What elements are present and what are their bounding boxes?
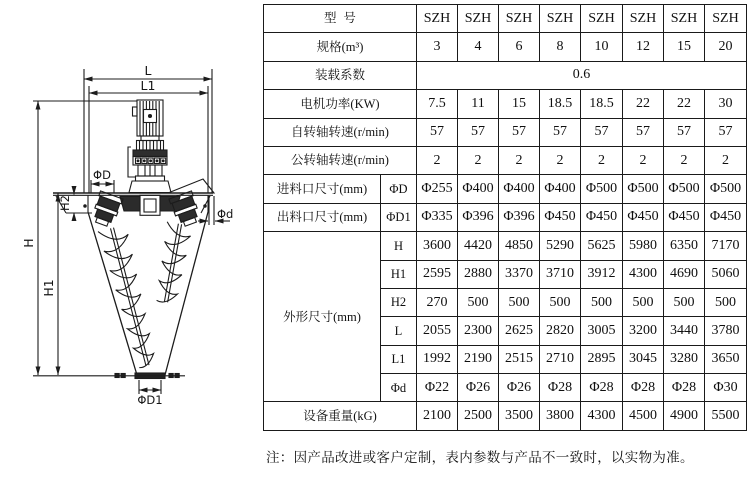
spec-cell: 4300 xyxy=(623,260,664,288)
spec-cell: 2 xyxy=(458,146,499,174)
spec-cell: 2 xyxy=(664,146,705,174)
spec-cell: Φ28 xyxy=(664,374,705,402)
spec-cell: 57 xyxy=(705,118,747,146)
cone-vessel xyxy=(56,195,210,378)
spec-cell: Φ500 xyxy=(623,175,664,203)
spec-cell: 3370 xyxy=(499,260,540,288)
table-row xyxy=(264,61,747,89)
spec-cell: Φ500 xyxy=(664,175,705,203)
spec-cell: 2 xyxy=(705,146,747,174)
spec-cell: Φ396 xyxy=(458,203,499,231)
spec-cell: 3780 xyxy=(705,317,747,345)
spec-cell: 7170 xyxy=(705,232,747,260)
label-phiD: ΦD xyxy=(93,168,111,182)
spec-cell: 3 xyxy=(417,33,458,61)
spec-cell: 3800 xyxy=(540,402,581,430)
spec-cell: 规格(m³) xyxy=(264,33,417,61)
spec-cell: 20 xyxy=(705,33,747,61)
table-row xyxy=(264,118,747,146)
spec-cell: SZH xyxy=(417,5,458,33)
spec-cell: SZH xyxy=(581,5,623,33)
spec-cell: 2625 xyxy=(499,317,540,345)
spec-cell: 2 xyxy=(623,146,664,174)
table-row xyxy=(264,5,747,33)
spec-cell: ΦD1 xyxy=(381,203,417,231)
spec-cell: Φ400 xyxy=(458,175,499,203)
spec-cell: 500 xyxy=(499,288,540,316)
spec-cell: Φ30 xyxy=(705,374,747,402)
spec-cell: Φ26 xyxy=(499,374,540,402)
spec-cell: 3005 xyxy=(581,317,623,345)
spec-cell: 2500 xyxy=(458,402,499,430)
spec-cell: Φ28 xyxy=(623,374,664,402)
spec-cell: 500 xyxy=(581,288,623,316)
spec-cell: Φ28 xyxy=(540,374,581,402)
spec-cell: 57 xyxy=(458,118,499,146)
spec-cell: 8 xyxy=(540,33,581,61)
mixer-technical-drawing xyxy=(0,0,262,474)
spec-cell: 6350 xyxy=(664,232,705,260)
spec-cell: 22 xyxy=(623,90,664,118)
spec-cell: Φ500 xyxy=(581,175,623,203)
table-row xyxy=(264,402,747,430)
spec-cell: 2710 xyxy=(540,345,581,373)
spec-cell: 2190 xyxy=(458,345,499,373)
spec-cell: 4690 xyxy=(664,260,705,288)
spec-cell: 10 xyxy=(581,33,623,61)
spec-cell: 2100 xyxy=(417,402,458,430)
spec-cell: L1 xyxy=(381,345,417,373)
spec-cell: 3650 xyxy=(705,345,747,373)
spec-cell: Φ450 xyxy=(623,203,664,231)
spec-cell: Φ400 xyxy=(499,175,540,203)
spec-cell: Φd xyxy=(381,374,417,402)
spec-cell: 型号 xyxy=(264,5,417,33)
spec-cell: Φ450 xyxy=(705,203,747,231)
spec-cell: 4300 xyxy=(581,402,623,430)
spec-cell: 11 xyxy=(458,90,499,118)
spec-cell: 3280 xyxy=(664,345,705,373)
spec-cell: 自转轴转速(r/min) xyxy=(264,118,417,146)
spec-cell: Φ450 xyxy=(664,203,705,231)
spec-cell: 5290 xyxy=(540,232,581,260)
spec-cell: 装载系数 xyxy=(264,61,417,89)
label-phiD1: ΦD1 xyxy=(137,393,163,407)
spec-cell: 270 xyxy=(417,288,458,316)
spec-cell: 15 xyxy=(499,90,540,118)
spec-cell: 3600 xyxy=(417,232,458,260)
spec-cell: 500 xyxy=(540,288,581,316)
spec-cell: ΦD xyxy=(381,175,417,203)
spec-cell: 5500 xyxy=(705,402,747,430)
label-H: H xyxy=(21,238,36,248)
spec-cell: SZH xyxy=(705,5,747,33)
spec-cell: Φ28 xyxy=(581,374,623,402)
spec-cell: 出料口尺寸(mm) xyxy=(264,203,381,231)
spec-cell: 4 xyxy=(458,33,499,61)
spec-cell: Φ450 xyxy=(581,203,623,231)
spec-cell: 57 xyxy=(623,118,664,146)
spec-cell: 57 xyxy=(664,118,705,146)
spec-cell: 电机功率(KW) xyxy=(264,90,417,118)
table-row xyxy=(264,175,747,203)
spec-cell: SZH xyxy=(623,5,664,33)
spec-cell: 2300 xyxy=(458,317,499,345)
spec-cell: 18.5 xyxy=(540,90,581,118)
spec-cell: 2 xyxy=(581,146,623,174)
spec-cell: 5625 xyxy=(581,232,623,260)
spec-cell: 进料口尺寸(mm) xyxy=(264,175,381,203)
mixer-diagram-svg xyxy=(0,0,262,474)
spec-cell: SZH xyxy=(499,5,540,33)
spec-cell: L xyxy=(381,317,417,345)
spec-cell: 2595 xyxy=(417,260,458,288)
dim-phiD1 xyxy=(139,380,161,394)
spec-cell: 12 xyxy=(623,33,664,61)
spec-cell: 1992 xyxy=(417,345,458,373)
spec-cell: 3500 xyxy=(499,402,540,430)
spec-cell: 6 xyxy=(499,33,540,61)
spec-cell: 57 xyxy=(581,118,623,146)
spec-cell: 500 xyxy=(458,288,499,316)
footnote: 注：因产品改进或客户定制，表内参数与产品不一致时，以实物为准。 xyxy=(266,450,694,465)
spec-cell: 2895 xyxy=(581,345,623,373)
spec-cell: 3200 xyxy=(623,317,664,345)
spec-table xyxy=(263,4,747,431)
spec-cell: 3045 xyxy=(623,345,664,373)
spec-cell: 2 xyxy=(540,146,581,174)
spec-cell: 外形尺寸(mm) xyxy=(264,232,381,402)
label-H2: H2 xyxy=(58,195,72,211)
spec-cell: H2 xyxy=(381,288,417,316)
spec-cell: Φ500 xyxy=(705,175,747,203)
spec-cell: 15 xyxy=(664,33,705,61)
left-screw xyxy=(98,228,154,368)
spec-cell: Φ335 xyxy=(417,203,458,231)
spec-cell: Φ396 xyxy=(499,203,540,231)
spec-cell: 57 xyxy=(499,118,540,146)
table-row xyxy=(264,232,747,260)
motor-assembly xyxy=(128,100,171,193)
spec-cell: 4420 xyxy=(458,232,499,260)
table-row xyxy=(264,33,747,61)
table-row xyxy=(264,203,747,231)
spec-cell: 3912 xyxy=(581,260,623,288)
spec-cell: 7.5 xyxy=(417,90,458,118)
spec-cell: Φ22 xyxy=(417,374,458,402)
spec-cell: 57 xyxy=(417,118,458,146)
spec-cell: 22 xyxy=(664,90,705,118)
spec-cell: 3710 xyxy=(540,260,581,288)
spec-cell: 0.6 xyxy=(417,61,747,89)
label-H1: H1 xyxy=(41,279,56,297)
spec-cell: 4500 xyxy=(623,402,664,430)
spec-cell: Φ400 xyxy=(540,175,581,203)
spec-cell: 2 xyxy=(499,146,540,174)
spec-cell: 500 xyxy=(705,288,747,316)
spec-cell: Φ26 xyxy=(458,374,499,402)
right-screw xyxy=(157,222,191,303)
spec-cell: 57 xyxy=(540,118,581,146)
label-L1: L1 xyxy=(140,78,156,93)
spec-cell: 4850 xyxy=(499,232,540,260)
left-screw-drive xyxy=(90,191,123,228)
spec-cell: H xyxy=(381,232,417,260)
label-phid: Φd xyxy=(217,207,234,221)
spec-cell: 2820 xyxy=(540,317,581,345)
spec-cell: 500 xyxy=(664,288,705,316)
spec-cell: 公转轴转速(r/min) xyxy=(264,146,417,174)
spec-cell: SZH xyxy=(664,5,705,33)
spec-cell: 2880 xyxy=(458,260,499,288)
label-L: L xyxy=(144,63,152,78)
spec-cell: H1 xyxy=(381,260,417,288)
spec-cell: 2 xyxy=(417,146,458,174)
spec-cell: 5980 xyxy=(623,232,664,260)
spec-cell: 18.5 xyxy=(581,90,623,118)
spec-cell: 3440 xyxy=(664,317,705,345)
spec-cell: 2515 xyxy=(499,345,540,373)
table-row xyxy=(264,90,747,118)
spec-cell: 设备重量(kG) xyxy=(264,402,417,430)
spec-cell: Φ255 xyxy=(417,175,458,203)
spec-cell: 2055 xyxy=(417,317,458,345)
spec-cell: SZH xyxy=(458,5,499,33)
spec-cell: 30 xyxy=(705,90,747,118)
spec-cell: 5060 xyxy=(705,260,747,288)
spec-cell: Φ450 xyxy=(540,203,581,231)
spec-cell: 4900 xyxy=(664,402,705,430)
table-row xyxy=(264,146,747,174)
spec-cell: SZH xyxy=(540,5,581,33)
spec-cell: 500 xyxy=(623,288,664,316)
